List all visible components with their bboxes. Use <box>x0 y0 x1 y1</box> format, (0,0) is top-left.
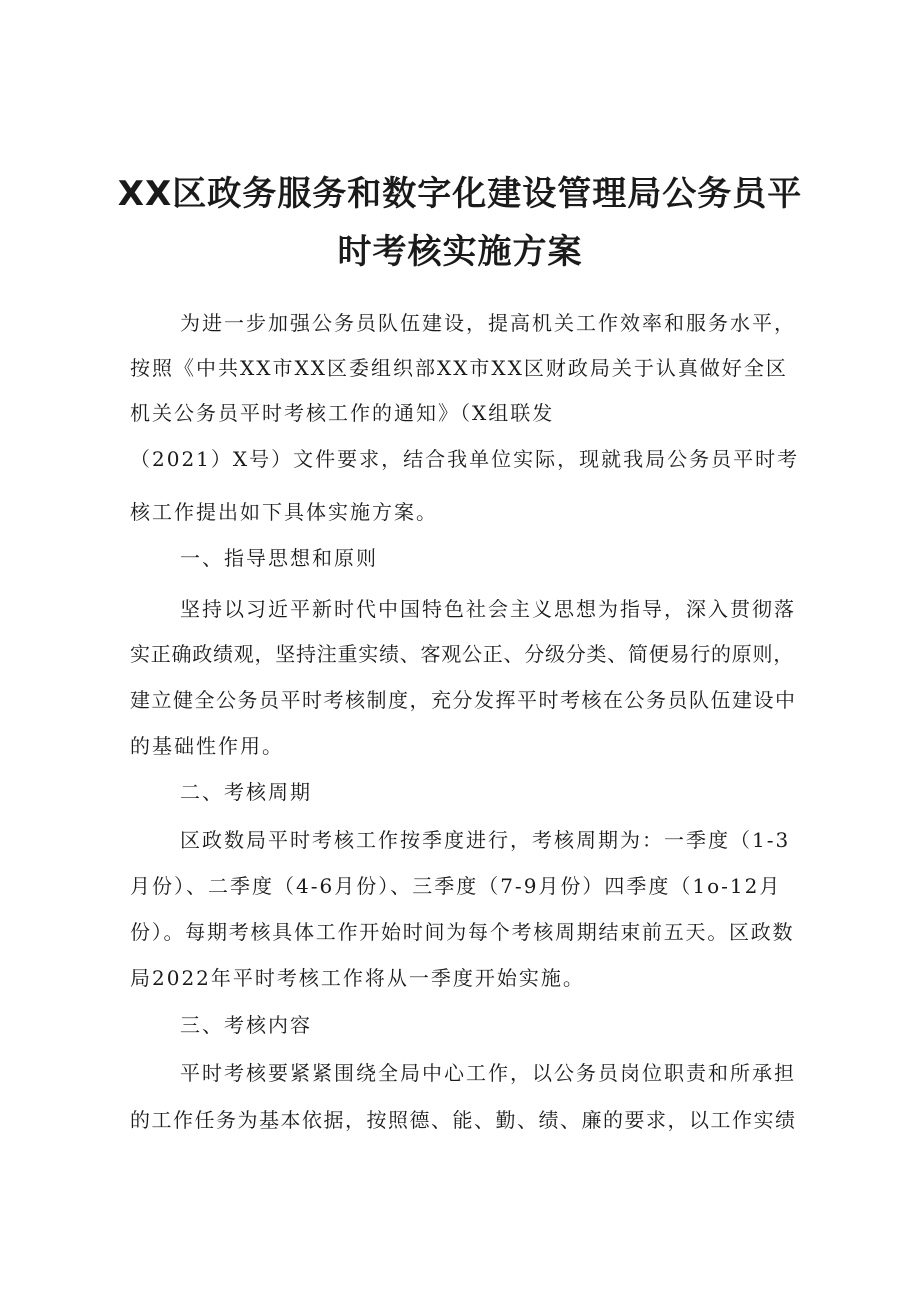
section-3-heading: 三、考核内容 <box>180 1013 312 1037</box>
document-title-line-1: XX区政务服务和数字化建设管理局公务员平 <box>117 174 803 214</box>
section-1-line-1: 坚持以习近平新时代中国特色社会主义思想为指导，深入贯彻落 <box>180 597 796 621</box>
document-title-line-2: 时考核实施方案 <box>337 232 583 272</box>
section-2-line-1: 区政数局平时考核工作按季度进行，考核周期为：一季度（1-3 <box>180 828 791 852</box>
section-1-line-4: 的基础性作用。 <box>130 734 284 758</box>
section-2-heading: 二、考核周期 <box>180 780 312 804</box>
section-2-line-2: 月份）、二季度（4-6月份）、三季度（7-9月份）四季度（1o-12月 <box>130 874 782 898</box>
section-1-line-3: 建立健全公务员平时考核制度，充分发挥平时考核在公务员队伍建设中 <box>130 688 797 712</box>
intro-line-2: 按照《中共XX市XX区委组织部XX市XX区财政局关于认真做好全区 <box>130 356 788 380</box>
section-2-line-3: 份）。每期考核具体工作开始时间为每个考核周期结束前五天。区政数 <box>130 920 795 944</box>
intro-line-4: （2021）X号）文件要求，结合我单位实际，现就我局公务员平时考 <box>130 447 800 471</box>
section-1-heading: 一、指导思想和原则 <box>180 546 378 570</box>
section-1-line-2: 实正确政绩观，坚持注重实绩、客观公正、分级分类、简便易行的原则， <box>130 642 794 666</box>
intro-line-1: 为进一步加强公务员队伍建设，提高机关工作效率和服务水平， <box>180 311 796 335</box>
section-3-line-2: 的工作任务为基本依据，按照德、能、勤、绩、廉的要求，以工作实绩 <box>130 1108 797 1132</box>
intro-line-3: 机关公务员平时考核工作的通知》（X组联发 <box>130 401 555 425</box>
section-2-line-4: 局2022年平时考核工作将从一季度开始实施。 <box>130 966 585 990</box>
intro-line-5: 核工作提出如下具体实施方案。 <box>130 500 438 524</box>
section-3-line-1: 平时考核要紧紧围绕全局中心工作，以公务员岗位职责和所承担 <box>180 1061 796 1085</box>
